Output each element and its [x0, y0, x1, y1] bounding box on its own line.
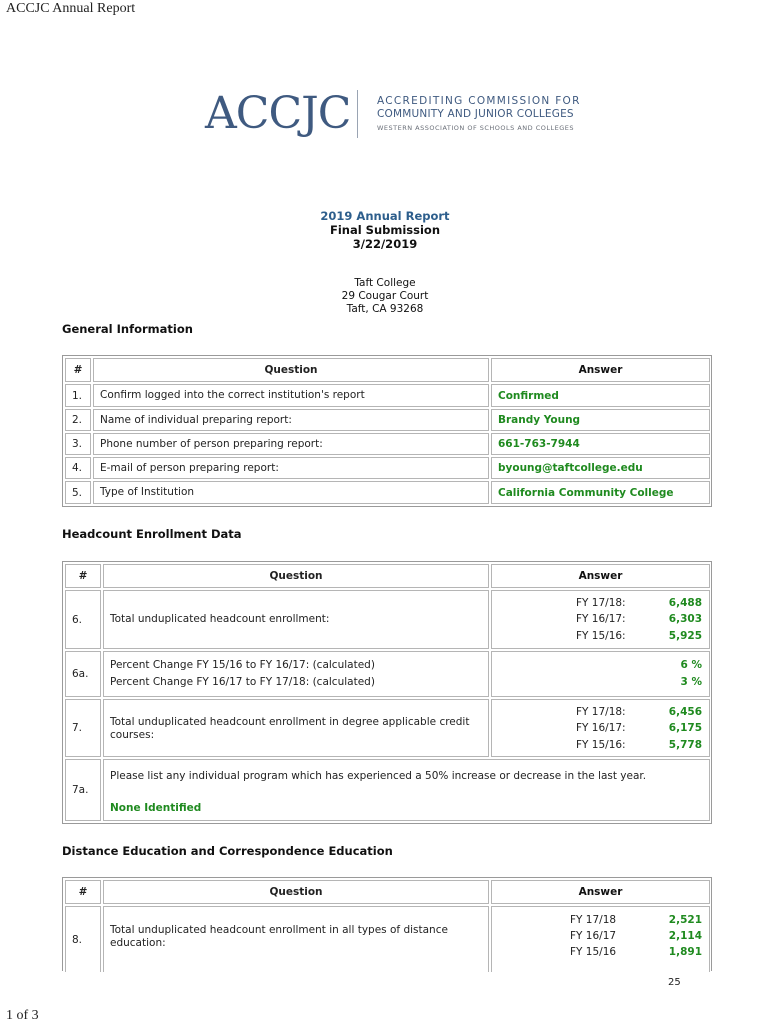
answer-text: None Identified	[110, 802, 202, 814]
table-row-answer	[491, 590, 710, 649]
section-title-headcount: Headcount Enrollment Data	[62, 527, 242, 541]
general-info-table	[62, 355, 712, 507]
fy-label: FY 16/17	[570, 930, 617, 942]
logo-line-2: COMMUNITY AND JUNIOR COLLEGES	[377, 108, 574, 120]
table-row-num: 4.	[65, 457, 91, 479]
fy-label: FY 17/18:	[576, 706, 626, 718]
table-row-answer: Brandy Young	[491, 409, 710, 431]
question-line-1: Total unduplicated headcount enrollment in degree applicable credit	[110, 716, 470, 728]
fy-value: 6,456	[668, 706, 702, 718]
section-title-general: General Information	[62, 322, 193, 336]
fy-label: FY 15/16	[570, 946, 617, 958]
header-num: #	[65, 880, 101, 904]
table-row-question	[103, 759, 710, 821]
fy-label: FY 17/18:	[576, 597, 626, 609]
page-number: 25	[668, 977, 681, 988]
table-row-num: 6.	[65, 590, 101, 649]
institution-city: Taft, CA 93268	[346, 303, 424, 315]
table-row-answer	[491, 699, 710, 757]
header-answer: Answer	[491, 564, 710, 588]
table-row-question: Confirm logged into the correct institution's report	[93, 384, 489, 407]
page-footer-count: 1 of 3	[6, 1008, 39, 1023]
fy-label: FY 16/17:	[576, 722, 626, 734]
logo-line-3: WESTERN ASSOCIATION OF SCHOOLS AND COLLEGES	[377, 124, 574, 132]
header-question: Question	[103, 564, 489, 588]
fy-value: 6,175	[668, 722, 702, 734]
headcount-table	[62, 561, 712, 824]
header-answer: Answer	[491, 358, 710, 382]
logo-divider	[357, 90, 358, 138]
table-row-question: E-mail of person preparing report:	[93, 457, 489, 479]
fy-value: 5,925	[668, 630, 702, 642]
table-row-question	[103, 699, 489, 757]
fy-label: FY 16/17:	[576, 613, 626, 625]
fy-value: 5,778	[668, 739, 702, 751]
fy-label: FY 17/18	[570, 914, 617, 926]
percent-change-line-1: Percent Change FY 15/16 to FY 16/17: (calculated)	[110, 659, 375, 671]
header-num: #	[65, 358, 91, 382]
page-header-title: ACCJC Annual Report	[6, 1, 136, 16]
distance-table	[62, 877, 712, 971]
fy-label: FY 15/16:	[576, 630, 626, 642]
question-line-1: Total unduplicated headcount enrollment in all types of distance	[110, 924, 448, 936]
table-row-answer: California Community College	[491, 481, 710, 504]
table-row-question	[103, 651, 489, 697]
question-line-2: education:	[110, 937, 166, 949]
fy-value: 2,114	[668, 930, 702, 942]
table-row-answer: Confirmed	[491, 384, 710, 407]
logo-mark: ACCJC	[205, 88, 351, 139]
section-title-distance: Distance Education and Correspondence Education	[62, 844, 393, 858]
header-question: Question	[103, 880, 489, 904]
institution-street: 29 Cougar Court	[341, 290, 429, 302]
report-date: 3/22/2019	[352, 237, 418, 251]
fy-label: FY 15/16:	[576, 739, 626, 751]
report-title: 2019 Annual Report	[320, 209, 450, 223]
table-row-num: 5.	[65, 481, 91, 504]
table-row-answer: 661-763-7944	[491, 433, 710, 455]
table-row-num: 7.	[65, 699, 101, 757]
percent-change-line-2: Percent Change FY 16/17 to FY 17/18: (calculated)	[110, 676, 375, 688]
institution-name: Taft College	[354, 277, 416, 289]
table-row-num: 1.	[65, 384, 91, 407]
fy-value: 6,488	[668, 597, 702, 609]
fy-value: 6,303	[668, 613, 702, 625]
table-row-num: 3.	[65, 433, 91, 455]
percent-value-2: 3 %	[680, 676, 702, 688]
fy-value: 2,521	[668, 914, 702, 926]
accjc-logo	[205, 88, 585, 140]
table-row-num: 6a.	[65, 651, 101, 697]
table-row-question: Total unduplicated headcount enrollment:	[103, 590, 489, 649]
table-row-question	[103, 906, 489, 972]
table-row-answer: byoung@taftcollege.edu	[491, 457, 710, 479]
table-row-num: 8.	[65, 906, 101, 972]
table-row-question: Type of Institution	[93, 481, 489, 504]
question-line-2: courses:	[110, 729, 155, 741]
report-submission: Final Submission	[329, 223, 441, 237]
table-row-num: 2.	[65, 409, 91, 431]
logo-line-1: ACCREDITING COMMISSION FOR	[377, 95, 581, 107]
question-text: Please list any individual program which has experienced a 50% increase or decrease in the last year.	[110, 770, 647, 782]
table-row-question: Phone number of person preparing report:	[93, 433, 489, 455]
header-question: Question	[93, 358, 489, 382]
header-num: #	[65, 564, 101, 588]
table-row-answer	[491, 906, 710, 972]
percent-value-1: 6 %	[680, 659, 702, 671]
fy-value: 1,891	[668, 946, 702, 958]
table-row-answer	[491, 651, 710, 697]
table-row-question: Name of individual preparing report:	[93, 409, 489, 431]
header-answer: Answer	[491, 880, 710, 904]
table-row-num: 7a.	[65, 759, 101, 821]
